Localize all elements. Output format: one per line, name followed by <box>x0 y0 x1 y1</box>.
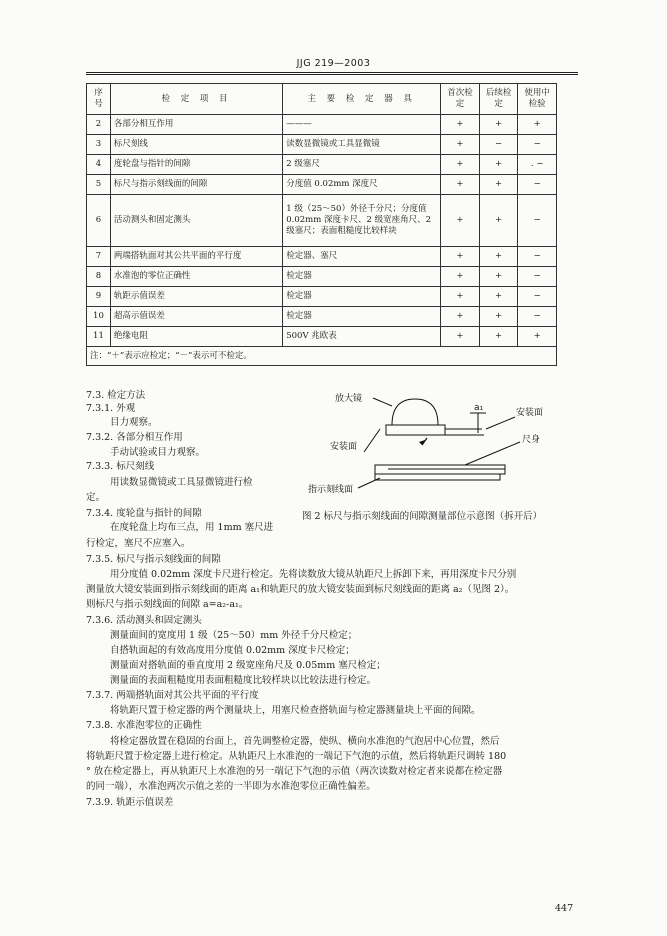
leader-ruler-body <box>465 442 520 465</box>
table-note-row <box>87 347 557 366</box>
section-7-3-6-body-1: 测量面间的宽度用 1 级（25～50）mm 外径千分尺检定； <box>110 630 358 641</box>
cell-subsequent: + <box>479 247 518 267</box>
cell-in-use: − <box>518 307 557 327</box>
section-7-3-8: 7.3.8. 水准泡零位的正确性 <box>86 720 202 731</box>
table-row <box>87 247 557 267</box>
section-7-3-4-body-1: 在度轮盘上均布三点，用 1mm 塞尺进 <box>110 522 274 533</box>
section-7-3-4-body-2: 行检定，塞尺不应塞入。 <box>86 538 191 549</box>
section-7-3-1: 7.3.1. 外观 <box>86 403 136 414</box>
cell-first: + <box>441 307 480 327</box>
cell-tools: 1 级（25～50）外径千分尺；分度值 0.02mm 深度卡尺、2 级宽座角尺、2 级塞尺；表面粗糙度比较样块 <box>283 195 441 247</box>
section-7-3: 7.3. 检定方法 <box>86 390 146 401</box>
cell-item: 两端搭轨面对其公共平面的平行度 <box>110 247 282 267</box>
cell-tools: 读数显微镜或工具显微镜 <box>283 135 441 155</box>
section-7-3-7-body: 将轨距尺置于检定器的两个测量块上，用塞尺检查搭轨面与检定器测量块上平面的间隙。 <box>110 705 481 716</box>
section-7-3-8-body-3: ° 放在检定器上，再从轨距尺上水准泡的另一端记下气泡的示值（两次读数对检定者来说都在检定器 <box>86 766 503 777</box>
verification-items-table <box>86 83 557 366</box>
section-7-3-8-body-2: 将轨距尺置于检定器上进行检定。从轨距尺上水准泡的一端记下气泡的示值，然后将轨距尺调转 180 <box>86 751 507 762</box>
table-row <box>87 327 557 347</box>
section-7-3-5-body-2: 测量放大镜安装面到指示刻线面的距离 a₁和轨距尺的放大镜安装面到标尺刻线面的距离 a₂（见图 2）。 <box>86 584 515 595</box>
cell-item: 标尺与指示刻线面的间隙 <box>110 175 282 195</box>
cell-no: 5 <box>87 175 111 195</box>
cell-first: + <box>441 195 480 247</box>
label-mount-left: 安装面 <box>330 442 358 452</box>
section-7-3-2-body: 手动试验或目力观察。 <box>110 447 206 458</box>
cell-in-use: . − <box>518 155 557 175</box>
header-title: JJG 219—2003 <box>296 58 371 69</box>
section-7-3-6-body-2: 自搭轨面起的有效高度用分度值 0.02mm 深度卡尺检定； <box>110 645 355 656</box>
cell-first: + <box>441 287 480 307</box>
cell-subsequent: + <box>479 155 518 175</box>
label-mount-right: 安装面 <box>516 408 544 418</box>
cell-subsequent: + <box>479 327 518 347</box>
label-a1: a₁ <box>474 403 484 413</box>
label-ruler-body: 尺身 <box>522 435 541 445</box>
label-magnifier: 放大镜 <box>335 394 363 404</box>
cell-tools: 检定器、塞尺 <box>283 247 441 267</box>
header-tools: 主 要 检 定 器 具 <box>283 84 441 115</box>
cell-no: 11 <box>87 327 111 347</box>
section-7-3-3-body-1: 用读数显微镜或工具显微镜进行检 <box>110 477 253 488</box>
cell-tools: ——— <box>283 115 441 135</box>
section-7-3-6-body-4: 测量面的表面粗糙度用表面粗糙度比较样块以比较法进行检定。 <box>110 675 377 686</box>
cell-no: 9 <box>87 287 111 307</box>
cell-in-use: − <box>518 135 557 155</box>
header-first: 首次检定 <box>441 84 480 115</box>
header-in-use: 使用中检验 <box>518 84 557 115</box>
cell-no: 10 <box>87 307 111 327</box>
cell-item: 各部分相互作用 <box>110 115 282 135</box>
cell-no: 6 <box>87 195 111 247</box>
section-7-3-2: 7.3.2. 各部分相互作用 <box>86 432 183 443</box>
header-rule-double <box>86 74 578 75</box>
table-note: 注：“＋”表示应检定；“－”表示可不检定。 <box>87 347 557 366</box>
cell-item: 水准泡的零位正确性 <box>110 267 282 287</box>
cell-no: 3 <box>87 135 111 155</box>
figure-2-caption: 图 2 标尺与指示刻线面的间隙测量部位示意图（拆开后） <box>302 511 543 522</box>
header-subsequent: 后续检定 <box>479 84 518 115</box>
section-7-3-8-body-1: 将检定器放置在稳固的台面上，首先调整检定器，使纵、横向水准泡的气泡居中心位置，然后 <box>110 736 500 747</box>
section-7-3-6: 7.3.6. 活动测头和固定测头 <box>86 615 202 626</box>
cell-in-use: − <box>518 247 557 267</box>
section-7-3-5: 7.3.5. 标尺与指示刻线面的间隙 <box>86 554 221 565</box>
cell-subsequent: + <box>479 195 518 247</box>
cell-subsequent: + <box>479 175 518 195</box>
cell-item: 超高示值误差 <box>110 307 282 327</box>
figure-2-diagram <box>300 385 590 515</box>
cell-in-use: + <box>518 115 557 135</box>
leader-mount-left <box>364 429 380 452</box>
cell-item: 绝缘电阻 <box>110 327 282 347</box>
header-rule <box>86 72 578 73</box>
section-7-3-6-body-3: 测量面对搭轨面的垂直度用 2 级宽座角尺及 0.05mm 塞尺检定； <box>110 660 386 671</box>
table-header-row <box>87 84 557 115</box>
cell-in-use: − <box>518 267 557 287</box>
cell-first: + <box>441 155 480 175</box>
section-7-3-7: 7.3.7. 两端搭轨面对其公共平面的平行度 <box>86 690 259 701</box>
section-7-3-8-body-4: 的同一端），水准泡两次示值之差的一半即为水准泡零位正确性偏差。 <box>86 781 376 792</box>
section-7-3-3-body-2: 定。 <box>86 492 106 503</box>
section-7-3-5-body-1: 用分度值 0.02mm 深度卡尺进行检定。先将读数放大镜从轨距尺上拆卸下来，再用深度卡尺分别 <box>110 569 517 580</box>
cell-first: + <box>441 175 480 195</box>
table-row <box>87 175 557 195</box>
page-number: 447 <box>555 903 574 914</box>
section-7-3-1-body: 目力观察。 <box>110 417 158 428</box>
cell-tools: 检定器 <box>283 307 441 327</box>
cell-in-use: + <box>518 327 557 347</box>
section-7-3-3: 7.3.3. 标尺刻线 <box>86 461 155 472</box>
table-row <box>87 155 557 175</box>
cell-subsequent: + <box>479 307 518 327</box>
cell-first: + <box>441 327 480 347</box>
cell-subsequent: − <box>479 135 518 155</box>
section-7-3-4: 7.3.4. 度轮盘与指针的间隙 <box>86 508 202 519</box>
section-7-3-9: 7.3.9. 轨距示值误差 <box>86 797 174 808</box>
cell-tools: 500V 兆欧表 <box>283 327 441 347</box>
cell-tools: 检定器 <box>283 287 441 307</box>
table-row <box>87 267 557 287</box>
section-7-3-5-body-3: 则标尺与指示刻线面的间隙 a=a₂-a₁。 <box>86 599 249 610</box>
cell-item: 标尺刻线 <box>110 135 282 155</box>
cell-item: 活动测头和固定测头 <box>110 195 282 247</box>
leader-magnifier <box>373 398 392 406</box>
leader-indicator-face <box>358 478 380 488</box>
cell-first: + <box>441 267 480 287</box>
cell-subsequent: + <box>479 287 518 307</box>
header-item: 检 定 项 目 <box>110 84 282 115</box>
cell-no: 7 <box>87 247 111 267</box>
cell-subsequent: + <box>479 115 518 135</box>
table-row <box>87 287 557 307</box>
table-row <box>87 115 557 135</box>
header-no: 序号 <box>87 84 111 115</box>
cell-in-use: − <box>518 195 557 247</box>
cell-in-use: − <box>518 287 557 307</box>
magnifier-mount <box>386 425 445 435</box>
label-indicator-face: 指示刻线面 <box>308 485 354 495</box>
leader-mount-right <box>486 417 515 429</box>
cell-subsequent: + <box>479 267 518 287</box>
cell-no: 8 <box>87 267 111 287</box>
cell-first: + <box>441 247 480 267</box>
cell-no: 2 <box>87 115 111 135</box>
cell-first: + <box>441 135 480 155</box>
table-row <box>87 135 557 155</box>
indicator-bar <box>375 474 500 480</box>
magnifier-dome <box>392 399 438 425</box>
table-row <box>87 307 557 327</box>
cell-no: 4 <box>87 155 111 175</box>
cell-item: 轨距示值误差 <box>110 287 282 307</box>
cell-tools: 检定器 <box>283 267 441 287</box>
cell-item: 度轮盘与指针的间隙 <box>110 155 282 175</box>
cell-tools: 分度值 0.02mm 深度尺 <box>283 175 441 195</box>
cell-first: + <box>441 115 480 135</box>
table-row <box>87 195 557 247</box>
cell-in-use: − <box>518 175 557 195</box>
cell-tools: 2 级塞尺 <box>283 155 441 175</box>
